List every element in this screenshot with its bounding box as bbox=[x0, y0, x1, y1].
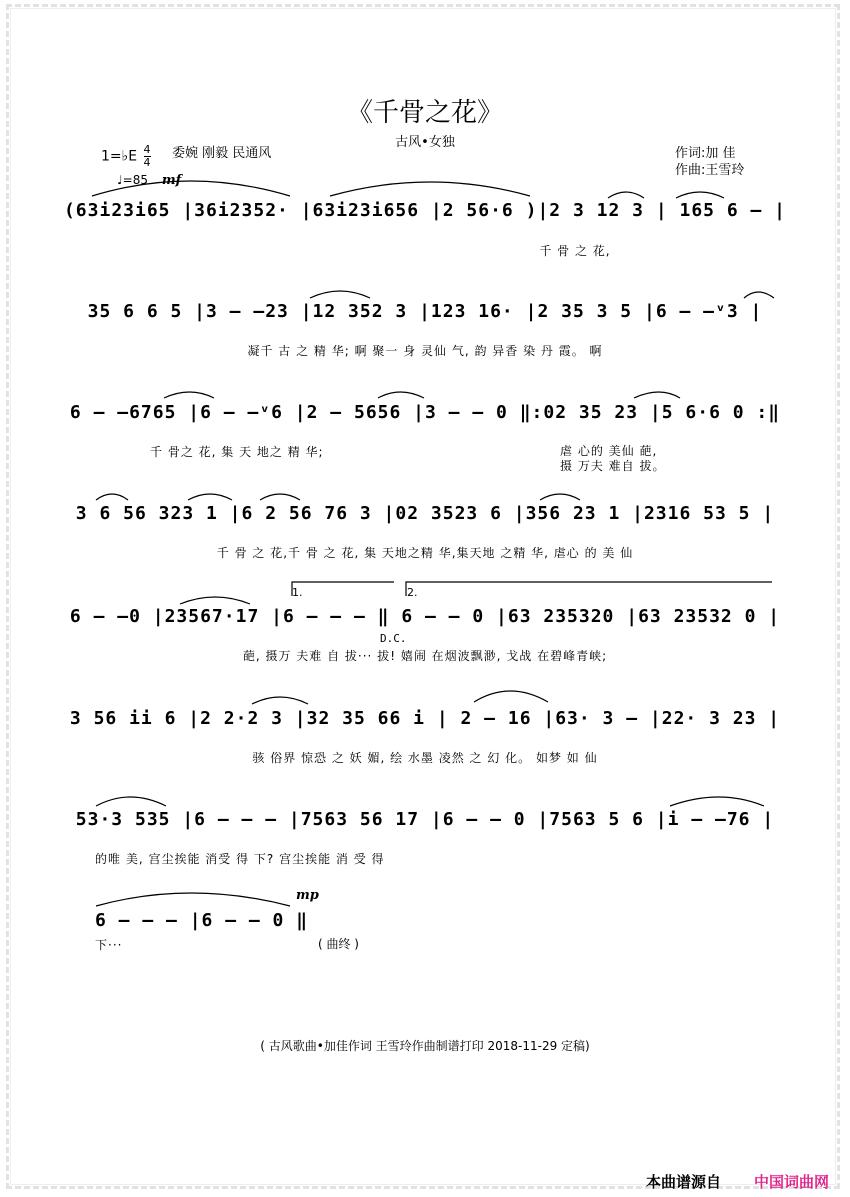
slur bbox=[670, 797, 764, 806]
slur bbox=[310, 291, 370, 298]
slur bbox=[180, 597, 250, 604]
song-subtitle: 古风•女独 bbox=[395, 135, 455, 150]
score-line-8-notes: 6 – – – |6 – – 0 ‖ bbox=[95, 910, 309, 931]
score-line-7-lyrics: 的唯 美, 宫尘挨能 消受 得 下? 宫尘挨能 消 受 得 bbox=[95, 852, 385, 866]
lyricist-credit: 作词:加 佳 bbox=[675, 146, 736, 161]
volta-line-2 bbox=[406, 582, 772, 596]
da-capo-mark: D.C. bbox=[380, 632, 407, 645]
end-marking: ( 曲终 ) bbox=[318, 937, 359, 951]
slur bbox=[252, 697, 308, 704]
slur bbox=[96, 893, 290, 906]
slur bbox=[676, 192, 724, 198]
score-line-2-notes: 35 6 6 5 |3 – –23 |12 352 3 |123 16· |2 35 3 5 |6 – –ᵛ3 | bbox=[87, 301, 763, 322]
score-line-6-notes: 3 56 ii 6 |2 2·2 3 |32 35 66 i | 2 – 16 |63· 3 – |22· 3 23 | bbox=[69, 708, 781, 729]
slur bbox=[96, 797, 166, 806]
dynamic-mf: mf bbox=[161, 173, 182, 188]
volta-2: 2. bbox=[407, 586, 418, 599]
slur bbox=[92, 181, 290, 196]
slur bbox=[744, 292, 774, 298]
score-line-5-lyrics: 葩, 摄万 夫难 自 拔··· 拔! 嬉闹 在烟波飘渺, 戈战 在碧峰青峡; bbox=[242, 649, 608, 663]
score-line-8-lyrics: 下··· bbox=[95, 938, 123, 952]
slur bbox=[96, 494, 128, 500]
volta-1: 1. bbox=[292, 586, 303, 599]
slur bbox=[164, 392, 214, 398]
score-line-5-notes: 6 – –0 |23567·17 |6 – – – ‖ 6 – – 0 |63 235320 |63 23532 0 | bbox=[69, 606, 781, 627]
source-label: 本曲谱源自 bbox=[646, 1173, 722, 1191]
score-line-1-notes: (63i23i65 |36i2352· |63i23i656 |2 56·6 )|2 3 12 3 | 165 6 – | bbox=[63, 200, 787, 221]
site-name-link[interactable]: 中国词曲网 bbox=[754, 1173, 830, 1191]
score-line-3-notes: 6 – –6765 |6 – –ᵛ6 |2 – 5656 |3 – – 0 ‖:02 35 23 |5 6·6 0 :‖ bbox=[69, 402, 781, 423]
slur bbox=[188, 494, 232, 500]
slur bbox=[608, 192, 644, 198]
score-line-1-lyrics: 千 骨 之 花, bbox=[539, 244, 611, 258]
score-line-3-lyrics: 千 骨之 花, 集 天 地之 精 华; bbox=[150, 445, 324, 459]
score-line-6-lyrics: 骇 俗界 惊恐 之 妖 媚, 绘 水墨 凌然 之 幻 化。 如梦 如 仙 bbox=[252, 751, 598, 765]
score-line-3-verse-2: 摄 万夫 难自 拔。 bbox=[560, 459, 666, 473]
score-line-4-notes: 3 6 56 323 1 |6 2 56 76 3 |02 3523 6 |356 23 1 |2316 53 5 | bbox=[75, 503, 775, 524]
style-description: 委婉 刚毅 民通风 bbox=[172, 146, 272, 161]
time-bottom: 4 bbox=[143, 156, 151, 169]
tempo-value: ♩=85 bbox=[117, 173, 148, 187]
slur bbox=[330, 182, 530, 196]
score-line-4-lyrics: 千 骨 之 花,千 骨 之 花, 集 天地之精 华,集天地 之精 华, 虐心 的 美 仙 bbox=[216, 546, 634, 560]
footer-note: ( 古风歌曲•加佳作词 王雪玲作曲制谱打印 2018-11-29 定稿) bbox=[260, 1039, 590, 1053]
key-label: 1=♭E bbox=[101, 148, 138, 165]
slur bbox=[260, 494, 300, 500]
dynamic-mp: mp bbox=[296, 888, 319, 903]
score-line-3-verse-1: 虐 心的 美仙 葩, bbox=[560, 444, 658, 458]
slur bbox=[634, 392, 680, 398]
slur bbox=[540, 494, 580, 500]
volta-line-1 bbox=[292, 582, 394, 596]
slur bbox=[378, 392, 424, 398]
song-title: 《千骨之花》 bbox=[346, 98, 503, 128]
slur bbox=[474, 691, 548, 702]
time-top: 4 bbox=[143, 143, 151, 156]
score-line-7-notes: 53·3 535 |6 – – – |7563 56 17 |6 – – 0 |7563 5 6 |i – –76 | bbox=[75, 809, 775, 830]
score-line-2-lyrics: 凝千 古 之 精 华; 啊 聚一 身 灵仙 气, 韵 异香 染 丹 霞。 啊 bbox=[247, 344, 603, 358]
composer-credit: 作曲:王雪玲 bbox=[675, 163, 745, 178]
